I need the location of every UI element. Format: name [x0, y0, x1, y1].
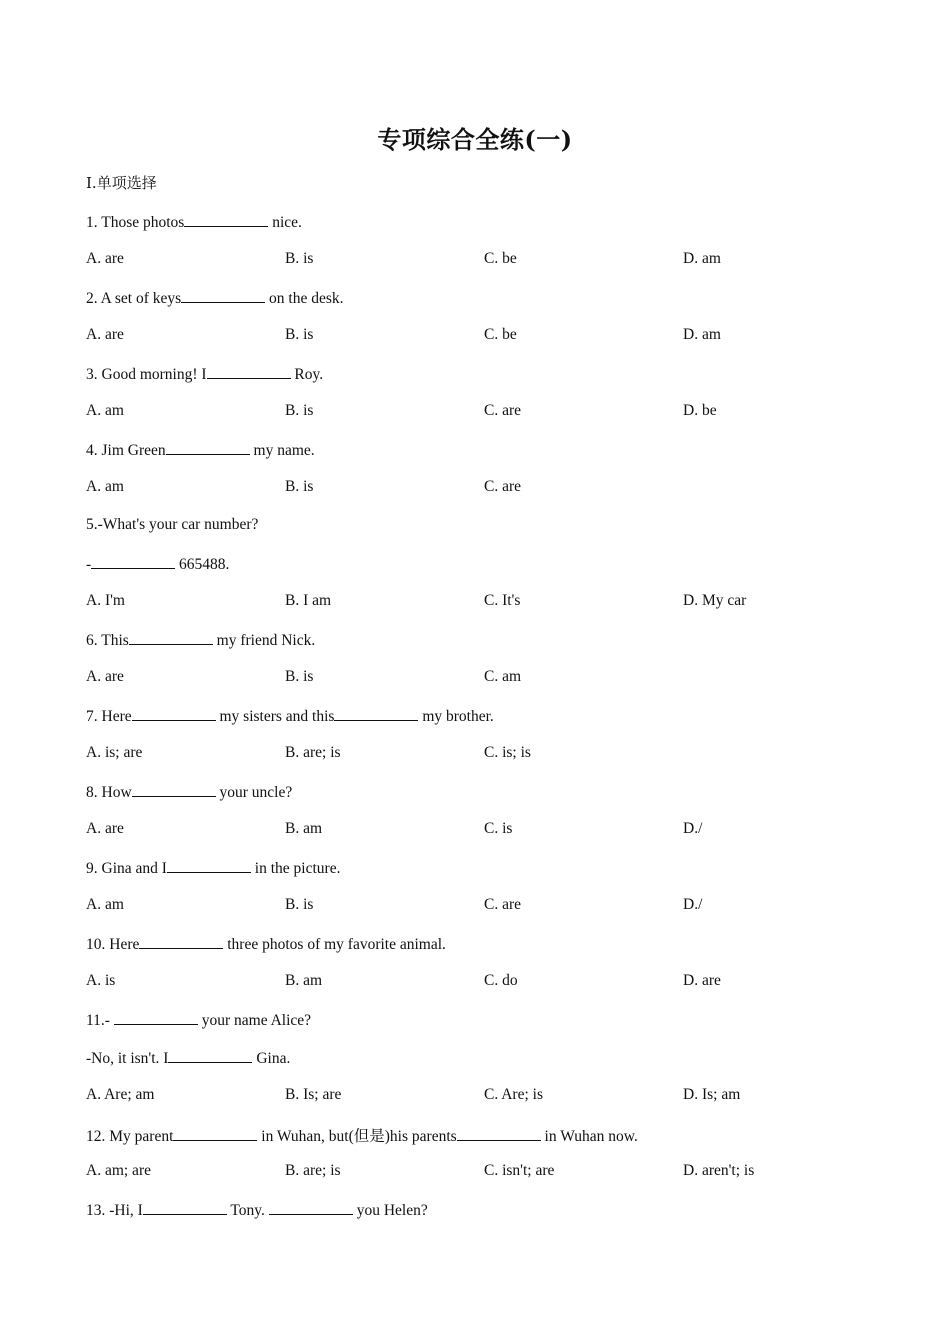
question-8-options: [86, 820, 886, 842]
answer-blank[interactable]: [139, 934, 223, 949]
option-a[interactable]: A. is; are: [86, 744, 143, 761]
question-4-stem: 4. Jim Green my name.: [86, 442, 315, 459]
answer-blank[interactable]: [114, 1010, 198, 1025]
answer-blank[interactable]: [184, 212, 268, 227]
answer-blank[interactable]: [167, 858, 251, 873]
option-b[interactable]: B. is: [285, 250, 314, 267]
option-d[interactable]: D. be: [683, 402, 717, 419]
option-d[interactable]: D. am: [683, 326, 721, 343]
question-12-options: [86, 1162, 886, 1184]
option-b[interactable]: B. am: [285, 972, 323, 989]
question-5-stem: 5.-What's your car number?: [86, 516, 259, 533]
option-d[interactable]: D. are: [683, 972, 721, 989]
option-b[interactable]: B. is: [285, 478, 314, 495]
question-2-stem: 2. A set of keys on the desk.: [86, 290, 344, 307]
question-5-options: [86, 592, 886, 614]
option-c[interactable]: C. is; is: [484, 744, 531, 761]
option-c[interactable]: C. be: [484, 250, 517, 267]
question-3-stem: 3. Good morning! I Roy.: [86, 366, 324, 383]
answer-blank[interactable]: [173, 1126, 257, 1141]
option-b[interactable]: B. is: [285, 326, 314, 343]
option-c[interactable]: C. are: [484, 896, 522, 913]
option-b[interactable]: B. Is; are: [285, 1086, 342, 1103]
option-a[interactable]: A. are: [86, 250, 124, 267]
option-d[interactable]: D./: [683, 896, 703, 913]
option-c[interactable]: C. be: [484, 326, 517, 343]
option-b[interactable]: B. is: [285, 668, 314, 685]
option-a[interactable]: A. am: [86, 478, 124, 495]
question-1-stem: 1. Those photos nice.: [86, 214, 302, 231]
page-title: 专项综合全练(一): [377, 125, 573, 154]
option-a[interactable]: A. are: [86, 326, 124, 343]
option-c[interactable]: C. Are; is: [484, 1086, 543, 1103]
option-c[interactable]: C. are: [484, 402, 522, 419]
option-b[interactable]: B. I am: [285, 592, 332, 609]
answer-blank[interactable]: [143, 1200, 227, 1215]
question-1-options: [86, 250, 886, 272]
question-7-stem: 7. Here my sisters and this my brother.: [86, 708, 494, 725]
option-d[interactable]: D. Is; am: [683, 1086, 741, 1103]
question-6-options: [86, 668, 886, 690]
answer-blank[interactable]: [207, 364, 291, 379]
answer-blank[interactable]: [132, 706, 216, 721]
answer-blank[interactable]: [457, 1126, 541, 1141]
option-a[interactable]: A. are: [86, 820, 124, 837]
option-d[interactable]: D. aren't; is: [683, 1162, 755, 1179]
option-d[interactable]: D. My car: [683, 592, 747, 609]
answer-blank[interactable]: [132, 782, 216, 797]
option-c[interactable]: C. isn't; are: [484, 1162, 555, 1179]
option-b[interactable]: B. am: [285, 820, 323, 837]
answer-blank[interactable]: [181, 288, 265, 303]
question-11-response: -No, it isn't. I Gina.: [86, 1050, 291, 1067]
option-a[interactable]: A. am; are: [86, 1162, 151, 1179]
option-d[interactable]: D. am: [683, 250, 721, 267]
question-11-options: [86, 1086, 886, 1108]
question-9-options: [86, 896, 886, 918]
option-c[interactable]: C. is: [484, 820, 513, 837]
option-a[interactable]: A. is: [86, 972, 116, 989]
option-a[interactable]: A. am: [86, 896, 124, 913]
option-b[interactable]: B. is: [285, 402, 314, 419]
answer-blank[interactable]: [166, 440, 250, 455]
option-b[interactable]: B. is: [285, 896, 314, 913]
option-a[interactable]: A. Are; am: [86, 1086, 155, 1103]
option-d[interactable]: D./: [683, 820, 703, 837]
question-13-stem: 13. -Hi, I Tony. you Helen?: [86, 1202, 428, 1219]
answer-blank[interactable]: [334, 706, 418, 721]
question-2-options: [86, 326, 886, 348]
option-c[interactable]: C. It's: [484, 592, 521, 609]
section-heading: I.单项选择: [86, 174, 157, 192]
question-5-response: - 665488.: [86, 556, 230, 573]
answer-blank[interactable]: [129, 630, 213, 645]
question-12-stem: 12. My parent in Wuhan, but(但是)his parents in Wuhan now.: [86, 1128, 638, 1145]
question-7-options: [86, 744, 886, 766]
option-b[interactable]: B. are; is: [285, 744, 341, 761]
question-8-stem: 8. How your uncle?: [86, 784, 293, 801]
option-c[interactable]: C. do: [484, 972, 518, 989]
question-9-stem: 9. Gina and I in the picture.: [86, 860, 341, 877]
answer-blank[interactable]: [91, 554, 175, 569]
option-c[interactable]: C. am: [484, 668, 522, 685]
option-b[interactable]: B. are; is: [285, 1162, 341, 1179]
question-3-options: [86, 402, 886, 424]
question-11-stem: 11.- your name Alice?: [86, 1012, 312, 1029]
option-a[interactable]: A. I'm: [86, 592, 125, 609]
option-c[interactable]: C. are: [484, 478, 522, 495]
answer-blank[interactable]: [168, 1048, 252, 1063]
question-10-stem: 10. Here three photos of my favorite animal.: [86, 936, 446, 953]
option-a[interactable]: A. am: [86, 402, 124, 419]
question-4-options: [86, 478, 886, 500]
option-a[interactable]: A. are: [86, 668, 124, 685]
question-6-stem: 6. This my friend Nick.: [86, 632, 316, 649]
answer-blank[interactable]: [269, 1200, 353, 1215]
question-10-options: [86, 972, 886, 994]
